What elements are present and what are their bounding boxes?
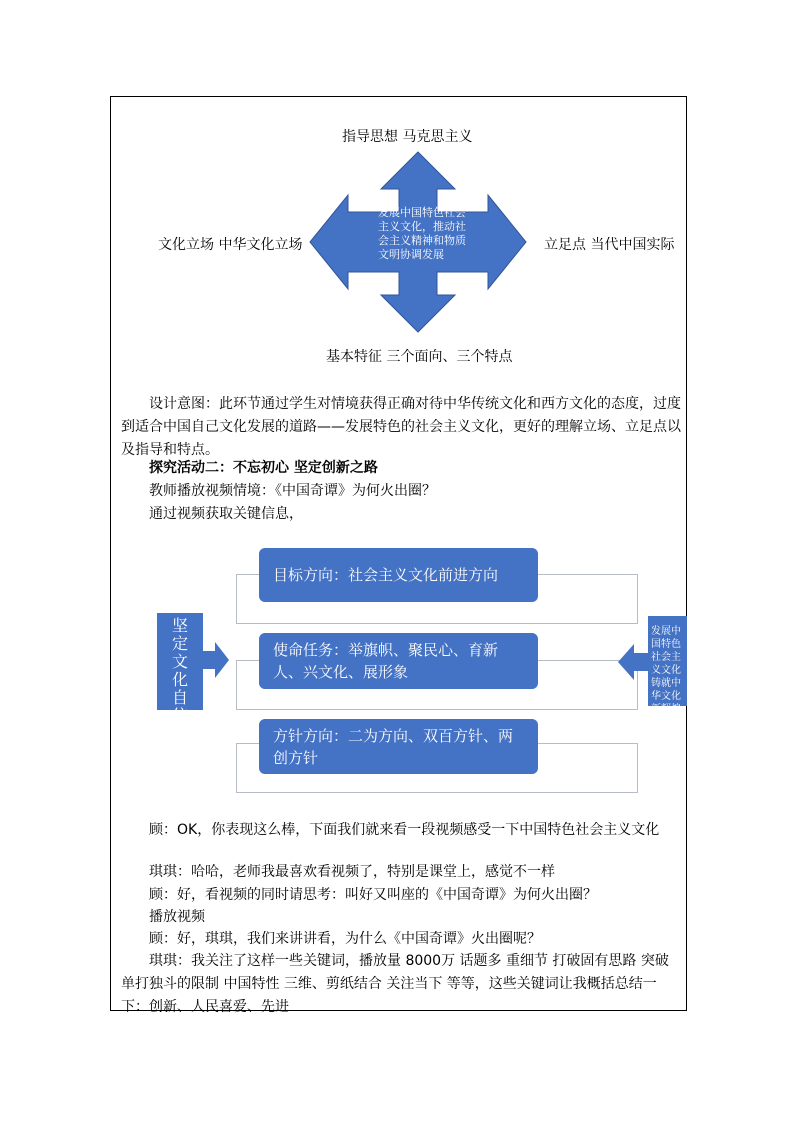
- cultural-confidence-box: [157, 613, 203, 725]
- design-intent-paragraph: 设计意图：此环节通过学生对情境获得正确对待中华传统文化和西方文化的态度，过度到适合中国自己文化发展的道路——发展特色的社会主义文化，更好的理解立场、立足点以及指导和特点。: [121, 396, 681, 458]
- dialogue-line-2: 琪琪：哈哈，老师我最喜欢看视频了，特别是课堂上，感觉不一样: [149, 864, 555, 880]
- dialogue-line-5: 顾：好，琪琪，我们来讲讲看，为什么《中国奇谭》火出圈呢？: [149, 931, 541, 947]
- policy-box: 方针方向：二为方向、双百方针、两创方针: [259, 719, 538, 774]
- basic-feature-label: 基本特征 三个面向、三个特点: [326, 349, 513, 365]
- develop-culture-box: 发展中国特色社会主义文化铸就中华文化新辉煌: [648, 616, 687, 706]
- dialogue-line-4: 播放视频: [149, 909, 205, 925]
- right-arrow-icon: [203, 642, 229, 678]
- cultural-stance-label: 文化立场 中华文化立场: [158, 237, 303, 253]
- guiding-thought-label: 指导思想 马克思主义: [342, 129, 473, 145]
- info-line: 通过视频获取关键信息，: [149, 506, 303, 522]
- goal-direction-box: 目标方向：社会主义文化前进方向: [259, 548, 538, 602]
- center-core-text: 发展中国特色社会主义文化，推动社会主义精神和物质文明协调发展: [378, 206, 466, 261]
- left-arrow-icon: [618, 644, 648, 680]
- cultural-confidence-label: 坚定文化自信: [171, 616, 188, 725]
- video-line: 教师播放视频情境：《中国奇谭》为何火出圈？: [149, 483, 436, 499]
- dialogue-line-1: 顾：OK，你表现这么棒，下面我们就来看一段视频感受一下中国特色社会主义文化: [149, 822, 660, 838]
- dialogue-line-6: 琪琪：我关注了这样一些关键词，播放量 8000万 话题多 重细节 打破固有思路 突破单打独斗的限制 中国特性 三维、剪纸结合 关注当下 等等，这些关键词让我概括总结一下：创新、人民喜爱、先进: [121, 953, 669, 1015]
- foothold-label: 立足点 当代中国实际: [544, 237, 675, 253]
- activity-title: 探究活动二：不忘初心 坚定创新之路: [149, 460, 378, 476]
- dialogue-line-3: 顾：好，看视频的同时请思考：叫好又叫座的《中国奇谭》为何火出圈？: [149, 887, 597, 903]
- mission-box: 使命任务：举旗帜、聚民心、育新人、兴文化、展形象: [259, 633, 538, 689]
